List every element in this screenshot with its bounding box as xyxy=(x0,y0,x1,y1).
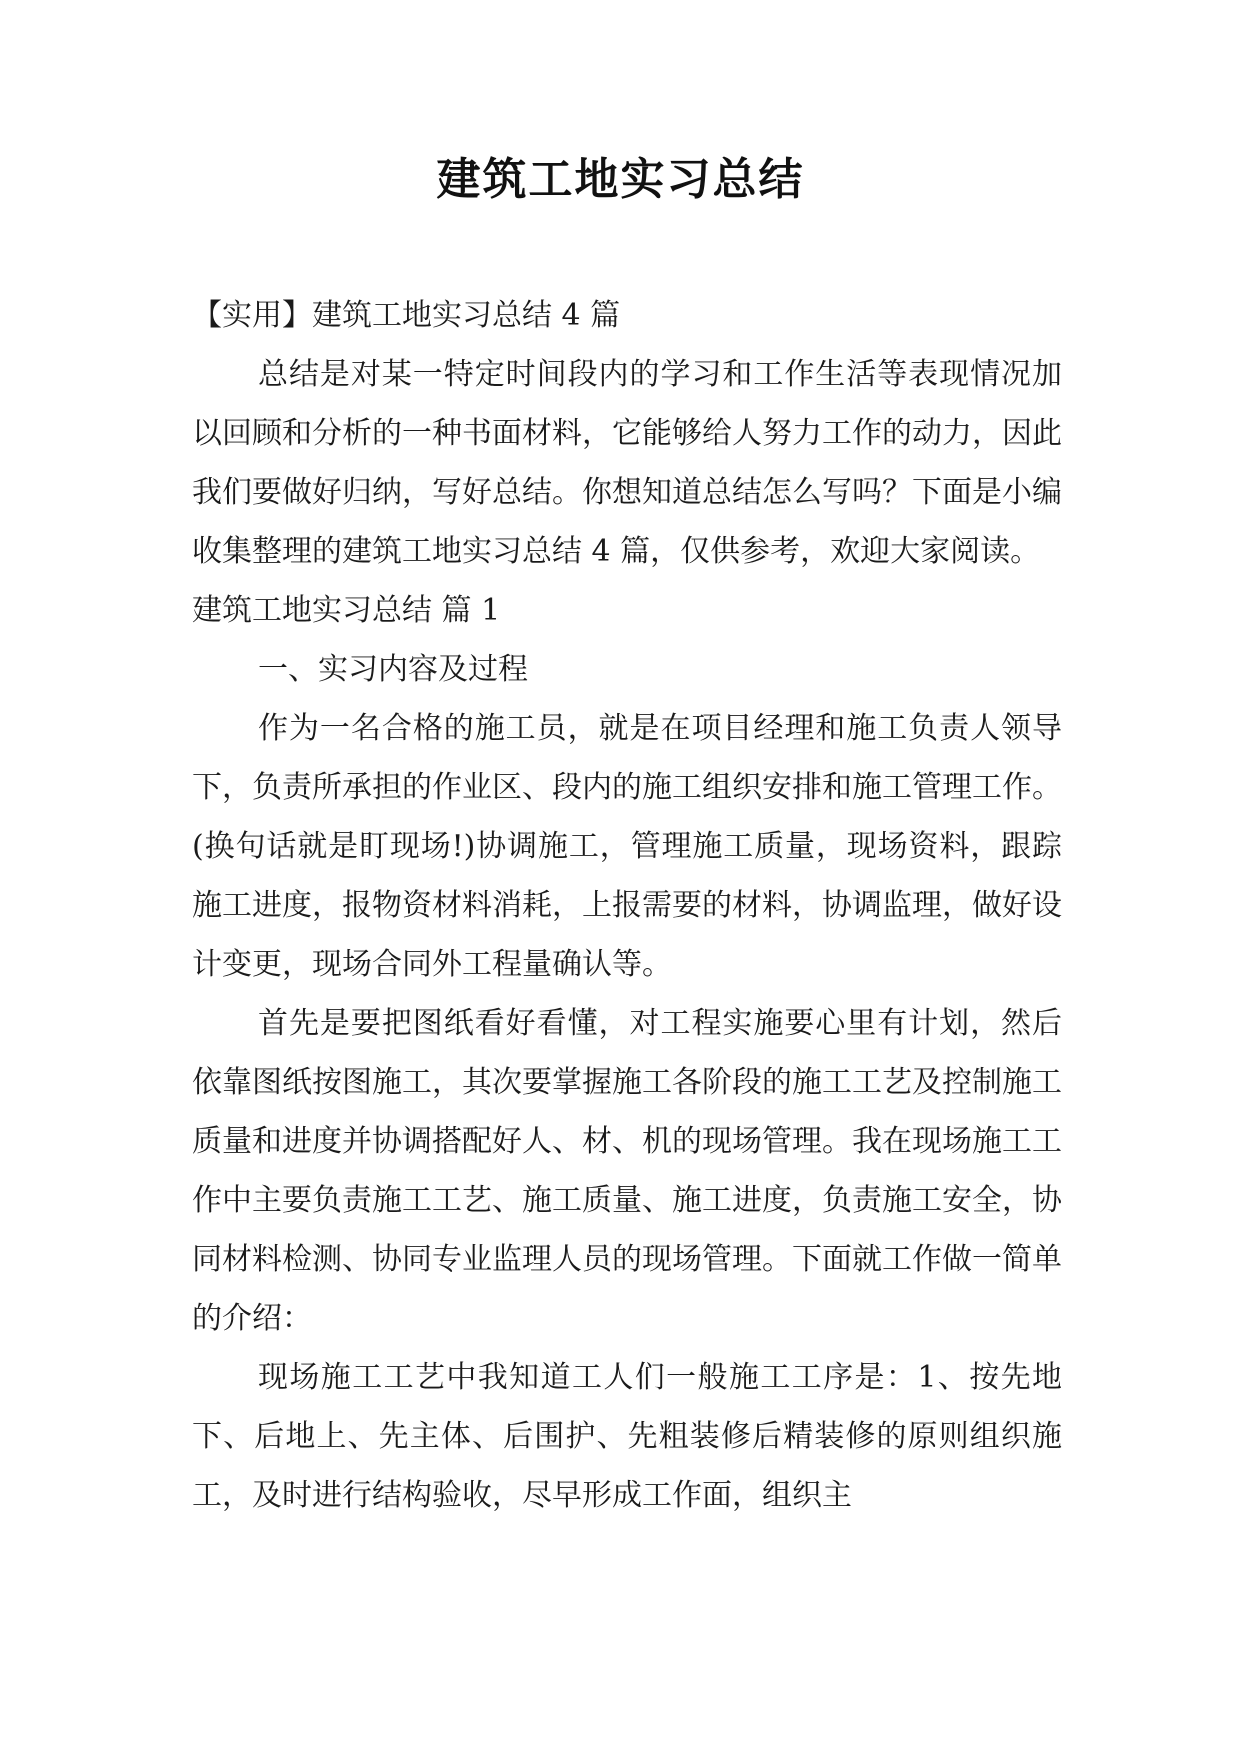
body-paragraph: 作为一名合格的施工员，就是在项目经理和施工负责人领导下，负责所承担的作业区、段内的施工组织安排和施工管理工作。(换句话就是盯现场!)协调施工，管理施工质量，现场资料，跟踪施工进度，报物资材料消耗，上报需要的材料，协调监理，做好设计变更，现场合同外工程量确认等。 xyxy=(192,711,1062,982)
intro-paragraph: 总结是对某一特定时间段内的学习和工作生活等表现情况加以回顾和分析的一种书面材料，它能够给人努力工作的动力，因此我们要做好归纳，写好总结。你想知道总结怎么写吗？下面是小编收集整理的建筑工地实习总结 4 篇，仅供参考，欢迎大家阅读。 xyxy=(192,357,1062,569)
document-body xyxy=(192,286,1062,1525)
document-title: 建筑工地实习总结 xyxy=(436,154,805,205)
body-paragraph: 现场施工工艺中我知道工人们一般施工工序是：1、按先地下、后地上、先主体、后围护、先粗装修后精装修的原则组织施工，及时进行结构验收，尽早形成工作面，组织主 xyxy=(192,1360,1062,1513)
body-paragraph: 首先是要把图纸看好看懂，对工程实施要心里有计划，然后依靠图纸按图施工，其次要掌握施工各阶段的施工工艺及控制施工质量和进度并协调搭配好人、材、机的现场管理。我在现场施工工作中主要负责施工工艺、施工质量、施工进度，负责施工安全，协同材料检测、协同专业监理人员的现场管理。下面就工作做一简单的介绍： xyxy=(192,1006,1062,1336)
document-subtitle: 【实用】建筑工地实习总结 4 篇 xyxy=(192,298,621,333)
section-heading: 建筑工地实习总结 篇 1 xyxy=(192,593,501,628)
sub-heading: 一、实习内容及过程 xyxy=(258,652,528,687)
